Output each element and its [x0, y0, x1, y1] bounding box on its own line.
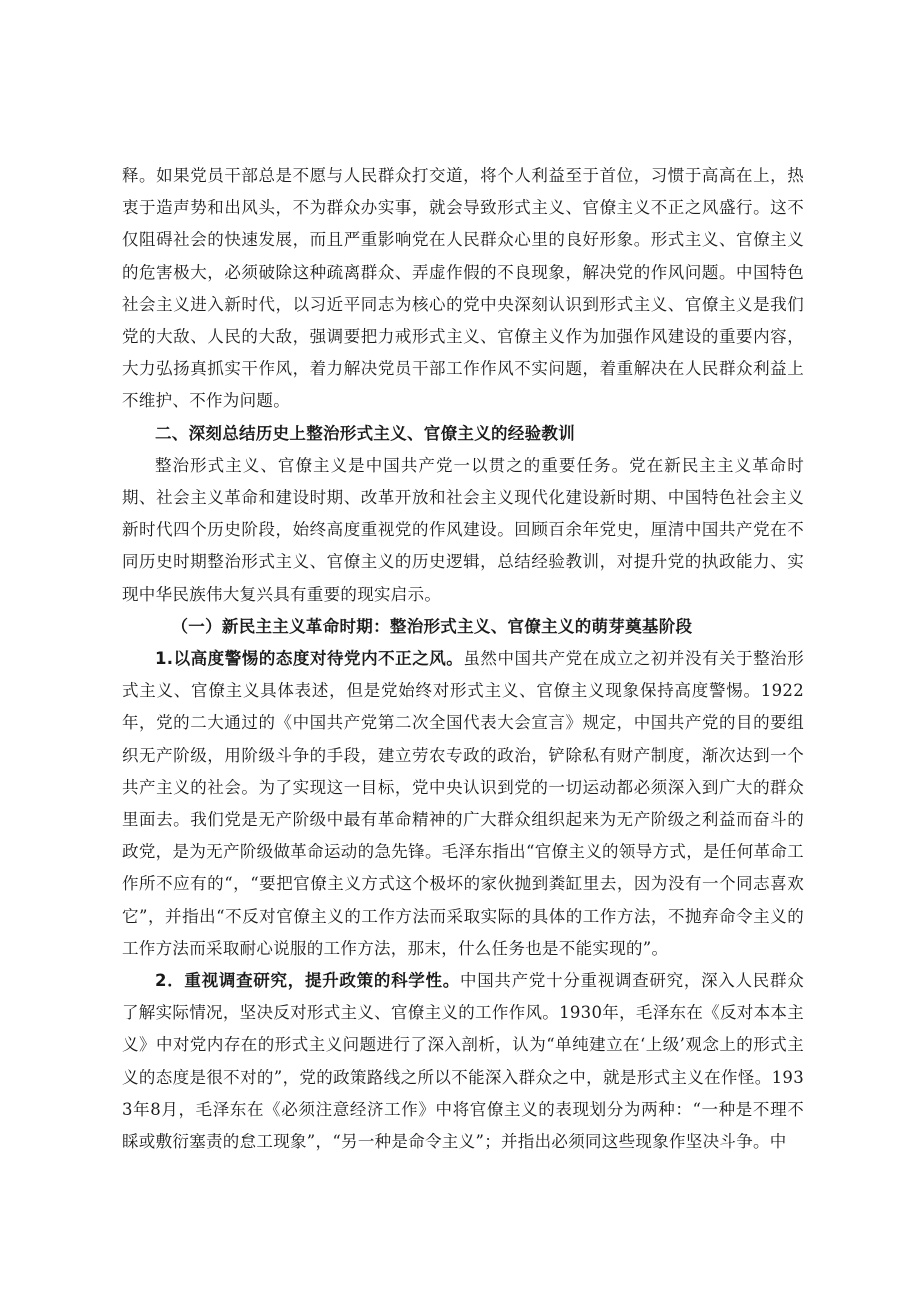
document-body — [122, 160, 804, 1158]
point-1-lead: 1.以高度警惕的态度对待党内不正之风。 — [155, 649, 464, 669]
point-2-lead: 2．重视调查研究，提升政策的科学性。 — [155, 971, 460, 991]
paragraph-continuation: 释。如果党员干部总是不愿与人民群众打交道，将个人利益至于首位，习惯于高高在上，热衷于造声势和出风头，不为群众办实事，就会导致形式主义、官僚主义不正之风盛行。这不仅阻碍社会的快速发展，而且严重影响党在人民群众心里的良好形象。形式主义、官僚主义的危害极大，必须破除这种疏离群众、弄虚作假的不良现象，解决党的作风问题。中国特色社会主义进入新时代，以习近平同志为核心的党中央深刻认识到形式主义、官僚主义是我们党的大敌、人民的大敌，强调要把力戒形式主义、官僚主义作为加强作风建设的重要内容，大力弘扬真抓实干作风，着力解决党员干部工作作风不实问题，着重解决在人民群众利益上不维护、不作为问题。 — [122, 166, 804, 411]
paragraph-section-intro: 整治形式主义、官僚主义是中国共产党一以贯之的重要任务。党在新民主主义革命时期、社会主义革命和建设时期、改革开放和社会主义现代化建设新时期、中国特色社会主义新时代四个历史阶段，始终高度重视党的作风建设。回顾百余年党史，厘清中国共产党在不同历史时期整治形式主义、官僚主义的历史逻辑，总结经验教训，对提升党的执政能力、实现中华民族伟大复兴具有重要的现实启示。 — [122, 455, 804, 604]
paragraph-point-1 — [122, 643, 804, 965]
subsection-heading-1: （一）新民主主义革命时期：整治形式主义、官僚主义的萌芽奠基阶段 — [171, 616, 693, 636]
paragraph-point-2 — [122, 965, 804, 1158]
point-1-body: 虽然中国共产党在成立之初并没有关于整治形式主义、官僚主义具体表述，但是党始终对形式主义、官僚主义现象保持高度警惕。1922年，党的二大通过的《中国共产党第二次全国代表大会宣言》规定，中国共产党的目的要组织无产阶级，用阶级斗争的手段，建立劳农专政的政治，铲除私有财产制度，渐次达到一个共产主义的社会。为了实现这一目标，党中央认识到党的一切运动都必须深入到广大的群众里面去。我们党是无产阶级中最有革命精神的广大群众组织起来为无产阶级之利益而奋斗的政党，是为无产阶级做革命运动的急先锋。毛泽东指出“官僚主义的领导方式，是任何革命工作所不应有的“，“要把官僚主义方式这个极坏的家伙抛到粪缸里去，因为没有一个同志喜欢它”，并指出“不反对官僚主义的工作方法而采取实际的具体的工作方法，不抛弃命令主义的工作方法而采取耐心说服的工作方法，那末，什么任务也是不能实现的”。 — [122, 649, 805, 958]
section-heading-2: 二、深刻总结历史上整治形式主义、官僚主义的经验教训 — [155, 423, 575, 443]
point-2-body: 中国共产党十分重视调查研究，深入人民群众了解实际情况，坚决反对形式主义、官僚主义的工作作风。1930年，毛泽东在《反对本本主义》中对党内存在的形式主义问题进行了深入剖析，认为“单纯建立在‘上级’观念上的形式主义的态度是很不对的”，党的政策路线之所以不能深入群众之中，就是形式主义在作怪。1933年8月，毛泽东在《必须注意经济工作》中将官僚主义的表现划分为两种：“一种是不理不睬或敷衍塞责的怠工现象”，“另一种是命令主义”；并指出必须同这些现象作坚决斗争。中 — [122, 971, 804, 1152]
